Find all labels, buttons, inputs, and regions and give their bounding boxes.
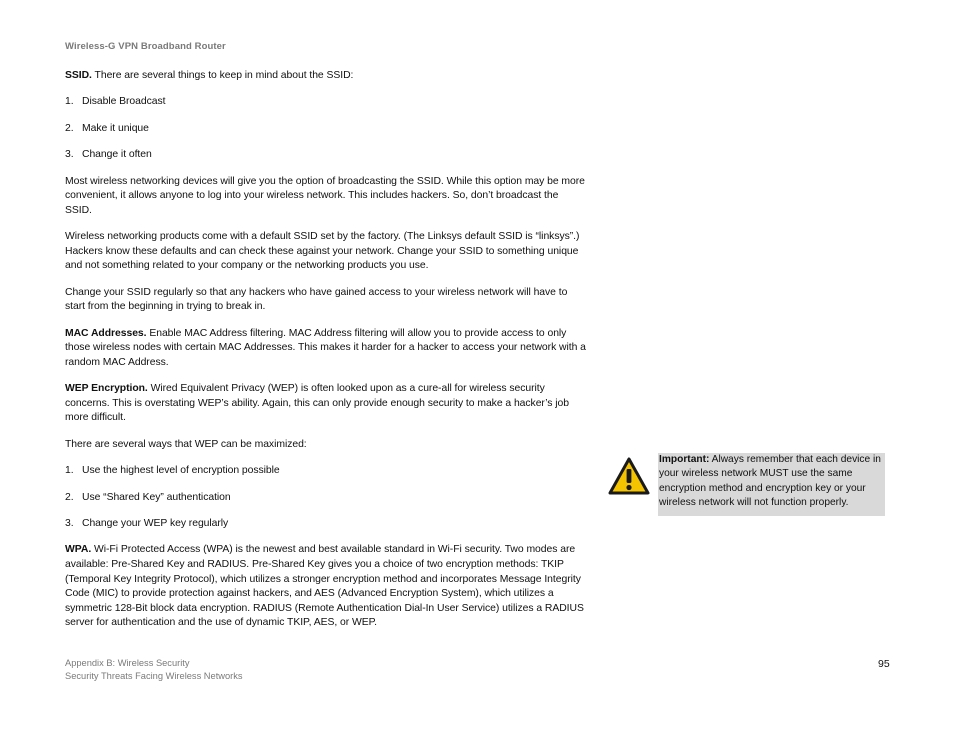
mac-text: Enable MAC Address filtering. MAC Address filtering will allow you to provide access to only those wireless nodes with certain MAC Addresses. This makes it harder for a hacker to access your network with a random MAC Address.: [65, 327, 586, 368]
list-text: Change it often: [82, 149, 152, 161]
mac-paragraph: [65, 327, 587, 371]
list-text: Use the highest level of encryption possible: [82, 465, 280, 477]
running-header: Wireless-G VPN Broadband Router: [65, 41, 226, 52]
list-text: Change your WEP key regularly: [82, 518, 229, 530]
wpa-paragraph: [65, 543, 587, 631]
list-number: 3.: [65, 518, 74, 530]
wep-ways-paragraph: There are several ways that WEP can be maximized:: [65, 438, 307, 450]
list-text: Use “Shared Key” authentication: [82, 491, 231, 503]
wep-text: Wired Equivalent Privacy (WEP) is often looked upon as a cure-all for wireless security concerns. This is overstating WEP’s ability. Again, this can only provide enough security to make a hacker’s job more difficult.: [65, 383, 569, 424]
list-number: 3.: [65, 149, 74, 161]
wep-heading: WEP Encryption.: [65, 383, 148, 395]
list-text: Disable Broadcast: [82, 96, 166, 108]
wep-list-item-2: [65, 491, 587, 506]
warning-triangle-icon: [608, 457, 650, 495]
ssid-broadcast-paragraph: Most wireless networking devices will give you the option of broadcasting the SSID. While this option may be more convenient, it allows anyone to log into your wireless network. This includes hackers. So, don’t broadcast the SSID.: [65, 175, 585, 216]
wpa-text: Wi-Fi Protected Access (WPA) is the newest and best available standard in Wi-Fi security. Two modes are available: Pre-Shared Key and RADIUS. Pre-Shared Key gives you a choice of two encryption methods: TKIP (Temporal Key Integrity Protocol), which utilizes a stronger encryption method and incorporates Message Integrity Code (MIC) to provide protection against hackers, and AES (Advanced Encryption System), which utilizes a symmetric 128-Bit block data encryption. RADIUS (Remote Authentication Dial-In User Service) utilizes a RADIUS server for authentication and the use of dynamic TKIP, AES, or WEP.: [65, 544, 584, 629]
ssid-change-paragraph: Change your SSID regularly so that any hackers who have gained access to your wireless network will have to start from the beginning in trying to break in.: [65, 286, 568, 313]
ssid-intro: There are several things to keep in mind about the SSID:: [91, 70, 354, 81]
wpa-heading: WPA.: [65, 544, 92, 556]
important-label: Important:: [659, 454, 710, 465]
list-number: 2.: [65, 122, 74, 134]
footer-section: Appendix B: Wireless Security: [65, 658, 190, 668]
list-number: 1.: [65, 96, 74, 108]
list-text: Make it unique: [82, 122, 149, 134]
ssid-paragraph: [65, 69, 587, 84]
ssid-list-item-1: [65, 95, 587, 110]
ssid-list-item-3: [65, 148, 587, 163]
wep-list-item-1: [65, 464, 587, 479]
footer-subsection: Security Threats Facing Wireless Networks: [65, 670, 243, 681]
list-number: 2.: [65, 491, 74, 503]
wep-list-item-3: [65, 517, 587, 532]
important-note: [658, 453, 885, 516]
list-number: 1.: [65, 465, 74, 477]
page-footer: [65, 657, 243, 682]
important-text: Always remember that each device in your wireless network MUST use the same encryption method and encryption key or your wireless network will not function properly.: [659, 454, 881, 509]
page-number: 95: [878, 658, 890, 670]
ssid-heading: SSID.: [65, 70, 92, 81]
ssid-default-paragraph: Wireless networking products come with a default SSID set by the factory. (The Linksys default SSID is “linksys”.) Hackers know these defaults and can check these against your network. Change your SSID to something unique and not something related to your company or the networking products you use.: [65, 231, 580, 272]
wep-paragraph: [65, 382, 587, 426]
main-content: [65, 69, 587, 643]
mac-heading: MAC Addresses.: [65, 327, 147, 339]
ssid-list-item-2: [65, 122, 587, 137]
